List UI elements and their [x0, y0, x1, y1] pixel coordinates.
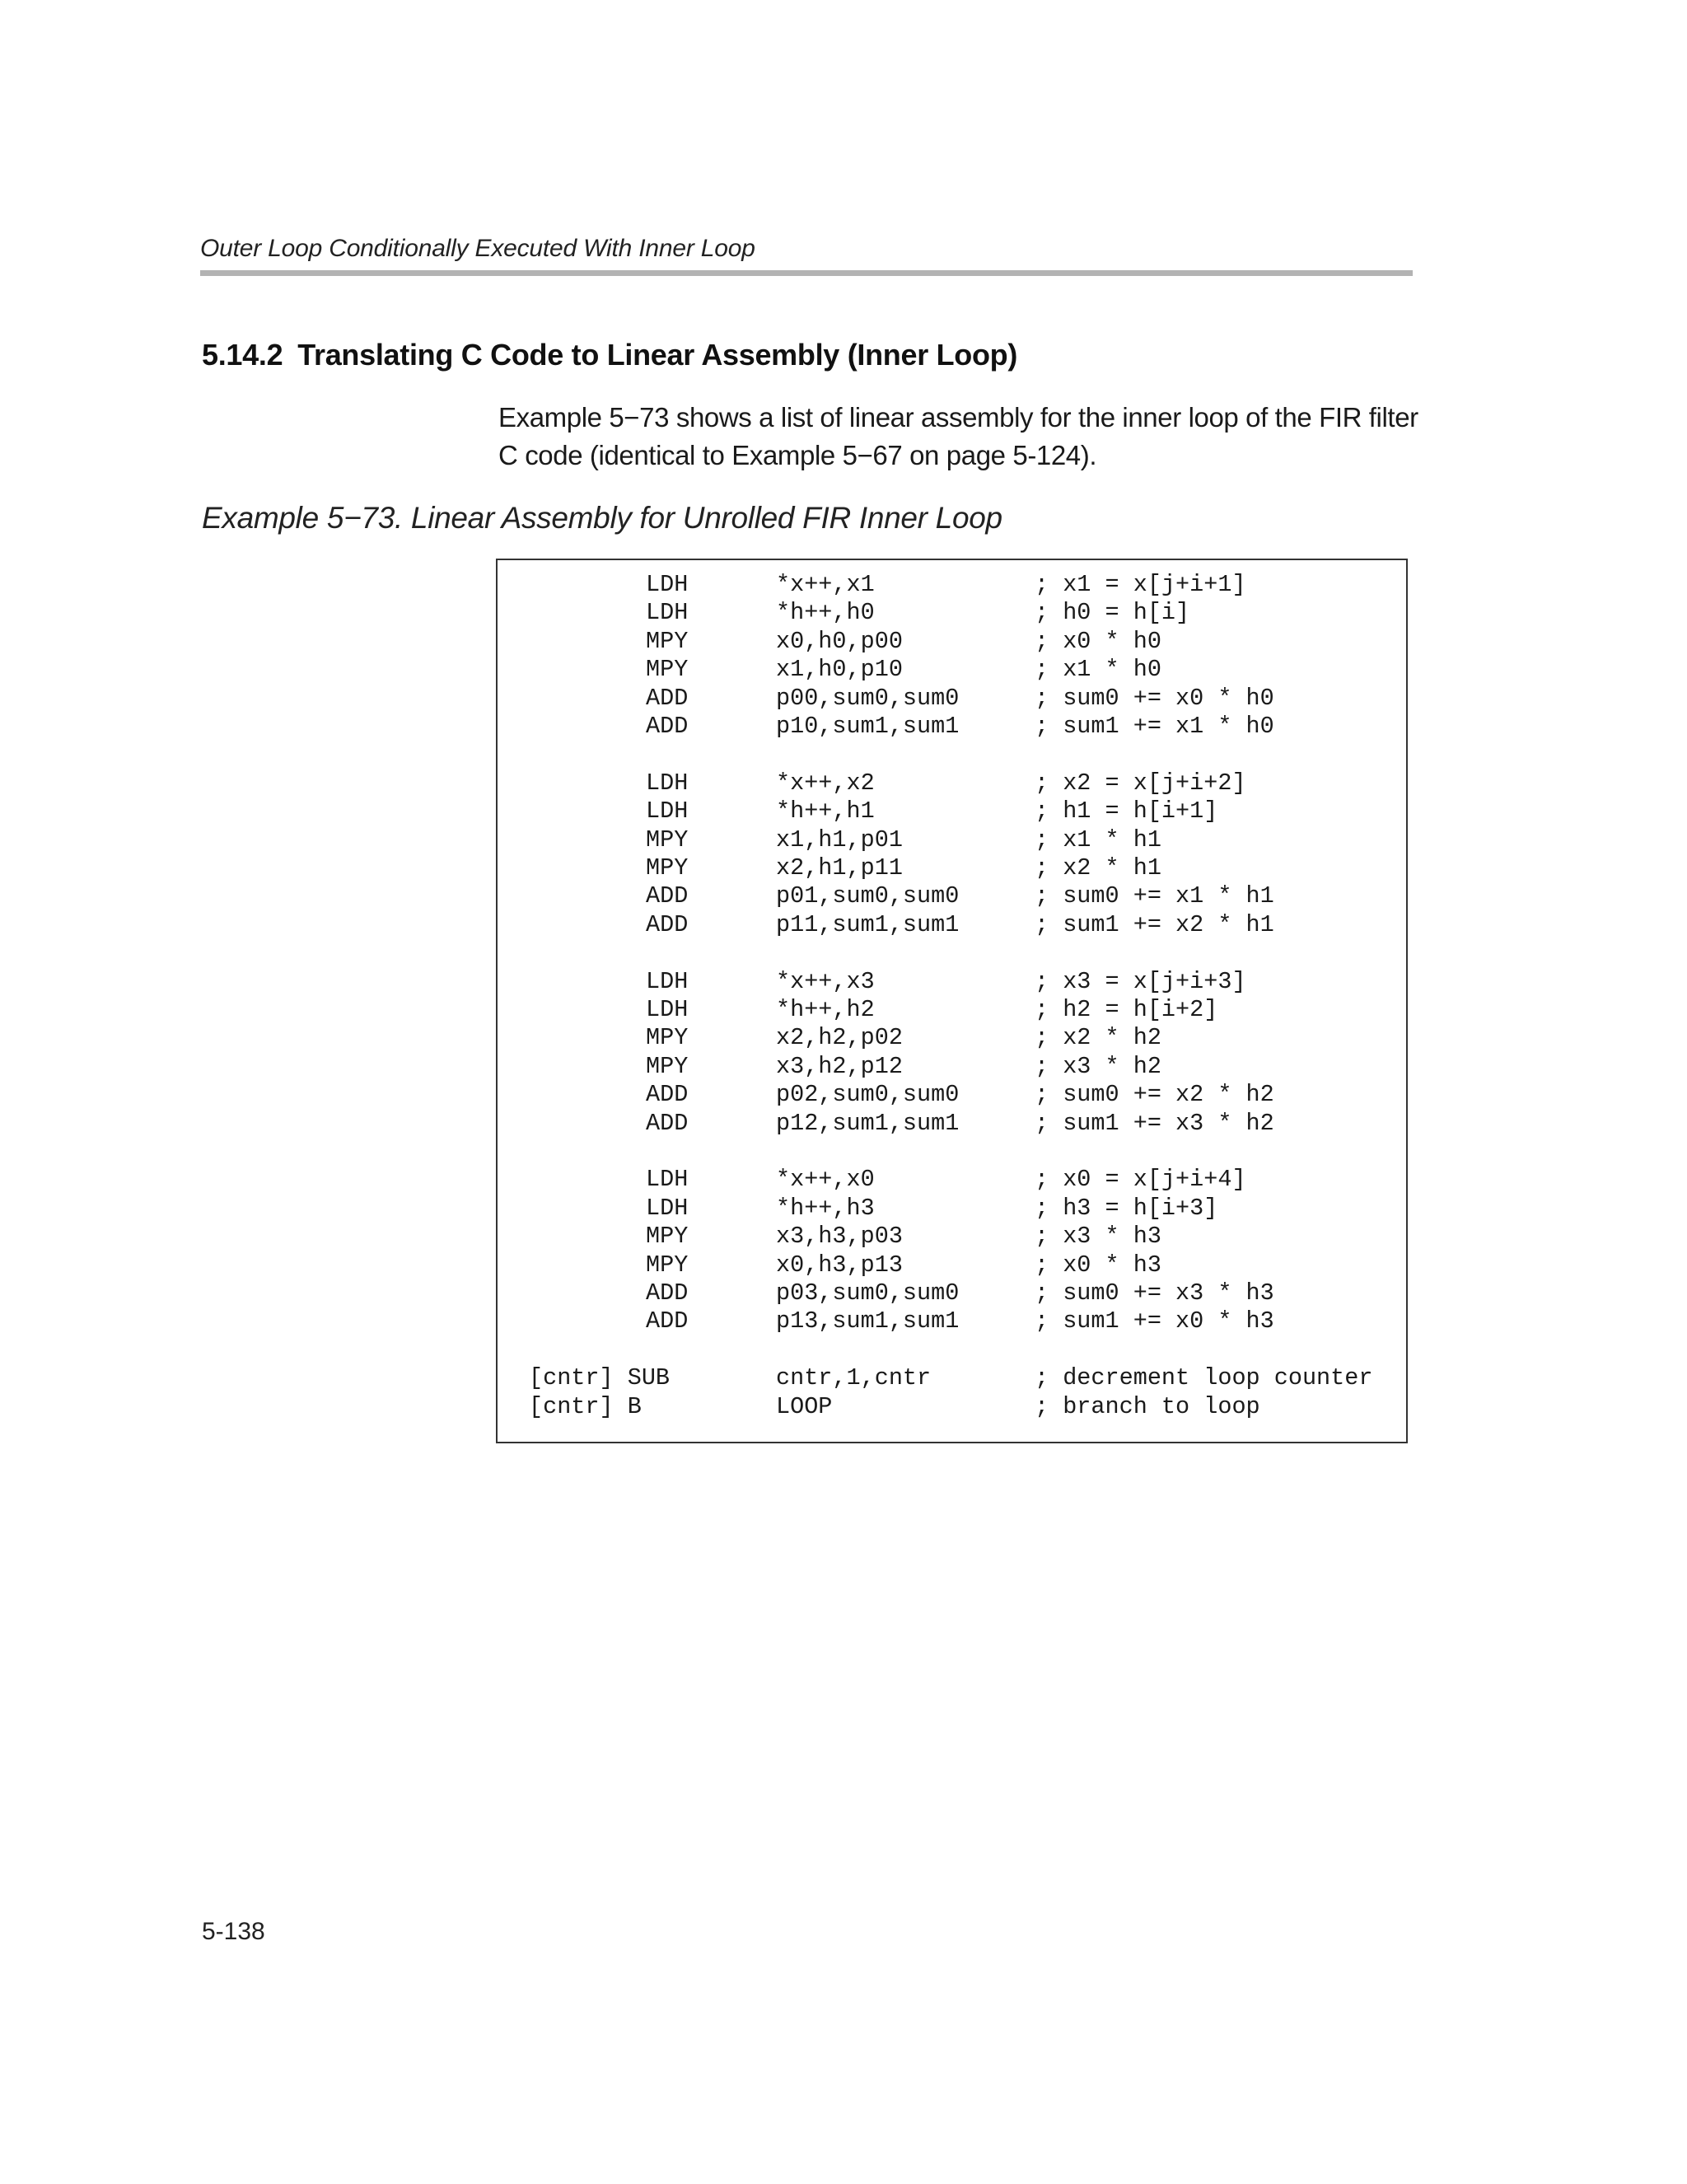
example-caption: Example 5−73. Linear Assembly for Unrolled FIR Inner Loop — [202, 501, 1002, 535]
code-line — [498, 1336, 1406, 1364]
body-line-2: C code (identical to Example 5−67 on page 5-124). — [498, 440, 1097, 470]
page-number: 5-138 — [202, 1918, 265, 1945]
code-line — [498, 1364, 1406, 1392]
code-operands: *h++,h3 — [776, 1194, 875, 1222]
code-comment: ; x2 * h1 — [1035, 854, 1161, 882]
code-opcode: ADD — [646, 1109, 689, 1137]
code-operands: x0,h3,p13 — [776, 1251, 903, 1279]
code-line — [498, 882, 1406, 910]
code-line — [498, 797, 1406, 825]
code-line — [498, 713, 1406, 741]
code-line — [498, 656, 1406, 684]
code-comment: ; h1 = h[i+1] — [1035, 797, 1218, 825]
code-opcode: MPY — [646, 627, 689, 655]
code-operands: p00,sum0,sum0 — [776, 684, 960, 712]
code-opcode: ADD — [646, 1081, 689, 1109]
code-line — [498, 1166, 1406, 1194]
code-line — [498, 769, 1406, 797]
code-opcode: ADD — [646, 1279, 689, 1307]
code-line — [498, 741, 1406, 769]
code-opcode: MPY — [646, 1052, 689, 1080]
code-operands: *x++,x3 — [776, 967, 875, 995]
code-comment: ; x3 * h3 — [1035, 1223, 1161, 1251]
code-line — [498, 939, 1406, 967]
code-operands: p13,sum1,sum1 — [776, 1307, 960, 1335]
code-operands: *h++,h2 — [776, 996, 875, 1023]
code-label: [cntr] B — [529, 1392, 642, 1420]
code-comment: ; h2 = h[i+2] — [1035, 996, 1218, 1023]
code-line — [498, 599, 1406, 627]
code-operands: p03,sum0,sum0 — [776, 1279, 960, 1307]
code-line — [498, 1110, 1406, 1138]
code-opcode: MPY — [646, 854, 689, 882]
code-comment: ; x2 * h2 — [1035, 1024, 1161, 1052]
code-opcode: LDH — [646, 571, 689, 598]
code-opcode: MPY — [646, 825, 689, 853]
code-operands: x3,h2,p12 — [776, 1052, 903, 1080]
code-opcode: ADD — [646, 684, 689, 712]
code-opcode: LDH — [646, 769, 689, 797]
code-line — [498, 1024, 1406, 1052]
code-opcode: MPY — [646, 1251, 689, 1279]
code-operands: x2,h1,p11 — [776, 854, 903, 882]
section-heading — [202, 338, 1017, 372]
code-comment: ; sum1 += x3 * h2 — [1035, 1109, 1274, 1137]
header-rule — [200, 270, 1413, 276]
code-comment: ; x1 = x[j+i+1] — [1035, 571, 1246, 598]
code-opcode: LDH — [646, 967, 689, 995]
code-line — [498, 968, 1406, 996]
code-listing — [496, 559, 1408, 1443]
code-operands: LOOP — [776, 1392, 833, 1420]
code-opcode: LDH — [646, 1166, 689, 1194]
code-comment: ; x1 * h0 — [1035, 656, 1161, 684]
code-operands: *x++,x1 — [776, 571, 875, 598]
code-opcode: ADD — [646, 882, 689, 910]
code-comment: ; h0 = h[i] — [1035, 599, 1190, 627]
code-opcode: LDH — [646, 1194, 689, 1222]
code-comment: ; x3 * h2 — [1035, 1052, 1161, 1080]
code-operands: x1,h0,p10 — [776, 656, 903, 684]
code-opcode: LDH — [646, 996, 689, 1023]
code-comment: ; x0 * h3 — [1035, 1251, 1161, 1279]
code-operands: *h++,h0 — [776, 599, 875, 627]
code-comment: ; decrement loop counter — [1035, 1364, 1373, 1392]
code-operands: cntr,1,cntr — [776, 1364, 932, 1392]
code-operands: x0,h0,p00 — [776, 627, 903, 655]
code-operands: x2,h2,p02 — [776, 1024, 903, 1052]
code-line — [498, 1081, 1406, 1109]
code-line — [498, 1279, 1406, 1307]
code-line — [498, 628, 1406, 656]
code-line — [498, 685, 1406, 713]
code-opcode: ADD — [646, 1307, 689, 1335]
code-operands: *h++,h1 — [776, 797, 875, 825]
code-opcode: LDH — [646, 797, 689, 825]
code-comment: ; sum0 += x2 * h2 — [1035, 1081, 1274, 1109]
code-comment: ; x2 = x[j+i+2] — [1035, 769, 1246, 797]
code-comment: ; branch to loop — [1035, 1392, 1260, 1420]
code-comment: ; sum0 += x1 * h1 — [1035, 882, 1274, 910]
code-operands: *x++,x2 — [776, 769, 875, 797]
section-number: 5.14.2 — [202, 338, 283, 372]
code-operands: x1,h1,p01 — [776, 825, 903, 853]
code-label: [cntr] SUB — [529, 1364, 671, 1392]
code-line — [498, 571, 1406, 599]
code-operands: p02,sum0,sum0 — [776, 1081, 960, 1109]
code-opcode: MPY — [646, 1223, 689, 1251]
code-comment: ; sum1 += x1 * h0 — [1035, 713, 1274, 740]
code-opcode: ADD — [646, 910, 689, 938]
code-opcode: ADD — [646, 713, 689, 740]
code-line — [498, 1138, 1406, 1166]
code-line — [498, 1223, 1406, 1251]
code-comment: ; sum1 += x0 * h3 — [1035, 1307, 1274, 1335]
code-opcode: LDH — [646, 599, 689, 627]
code-opcode: MPY — [646, 656, 689, 684]
code-comment: ; x1 * h1 — [1035, 825, 1161, 853]
code-operands: p01,sum0,sum0 — [776, 882, 960, 910]
code-line — [498, 1393, 1406, 1421]
code-comment: ; sum0 += x0 * h0 — [1035, 684, 1274, 712]
code-line — [498, 1053, 1406, 1081]
code-comment: ; sum1 += x2 * h1 — [1035, 910, 1274, 938]
code-operands: p10,sum1,sum1 — [776, 713, 960, 740]
code-line — [498, 996, 1406, 1024]
code-operands: p12,sum1,sum1 — [776, 1109, 960, 1137]
code-comment: ; x0 * h0 — [1035, 627, 1161, 655]
code-opcode: MPY — [646, 1024, 689, 1052]
section-title: Translating C Code to Linear Assembly (Inner Loop) — [297, 338, 1018, 372]
code-line — [498, 1307, 1406, 1335]
code-line — [498, 854, 1406, 882]
body-line-1: Example 5−73 shows a list of linear assembly for the inner loop of the FIR filter — [498, 402, 1418, 433]
code-operands: x3,h3,p03 — [776, 1223, 903, 1251]
code-line — [498, 826, 1406, 854]
code-line — [498, 911, 1406, 939]
code-comment: ; h3 = h[i+3] — [1035, 1194, 1218, 1222]
code-operands: *x++,x0 — [776, 1166, 875, 1194]
running-header: Outer Loop Conditionally Executed With Inner Loop — [200, 235, 755, 262]
code-comment: ; sum0 += x3 * h3 — [1035, 1279, 1274, 1307]
body-paragraph — [498, 399, 1429, 475]
code-line — [498, 1251, 1406, 1279]
code-comment: ; x0 = x[j+i+4] — [1035, 1166, 1246, 1194]
code-operands: p11,sum1,sum1 — [776, 910, 960, 938]
code-comment: ; x3 = x[j+i+3] — [1035, 967, 1246, 995]
code-line — [498, 1195, 1406, 1223]
